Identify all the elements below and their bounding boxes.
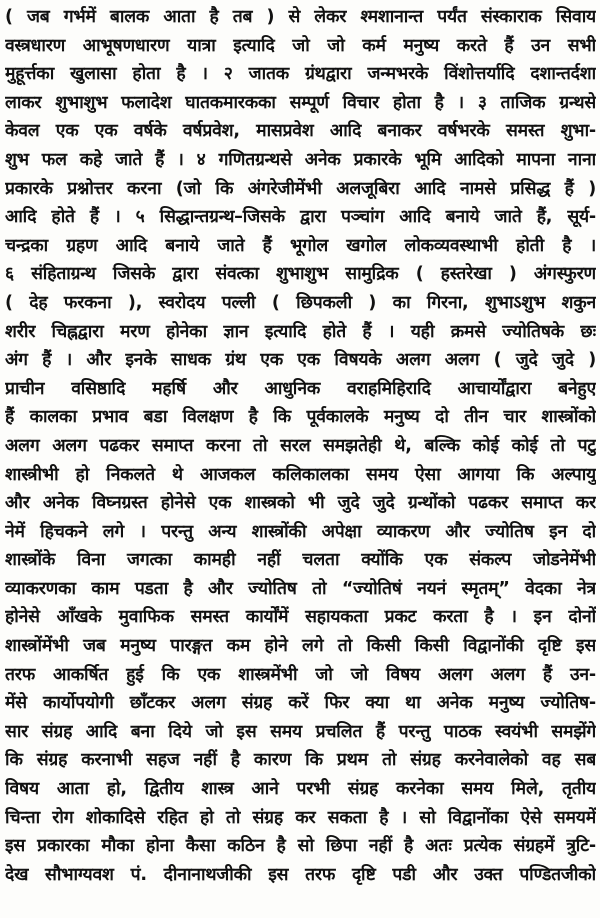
text-line: होनेसे आँखके मुवाफिक समस्त कार्योंमें सहायकता प्रकट करता है । इन दोनों (5, 607, 596, 628)
text-line: इस प्रकारका मौका होना कैसा कठिन है सो छिपा नहीं है अतः प्रत्येक संग्रहमें त्रुटि- (5, 836, 596, 857)
text-line: तरफ आकर्षित हुई कि एक शास्त्रमेंभी जो जो विषय अलग अलग हैं उन- (5, 664, 596, 685)
text-line: केवल एक एक वर्षके वर्षप्रवेश, मासप्रवेश आदि बनाकर वर्षभरके समस्त शुभा- (5, 121, 596, 142)
text-line: ( जब गर्भमें बालक आता है तब ) से लेकर श्मशानान्त पर्यंत संस्काराक सिवाय (5, 7, 596, 27)
text-line: देख सौभाग्यवश पं. दीनानाथजीकी इस तरफ दृष्टि पडी और उक्त पण्डितजीको (5, 864, 596, 885)
text-line: शास्त्रोंमेंभी जब मनुष्य पारङ्गत कम होने लगे तो किसी किसी विद्वानोंकी दृष्टि इस (5, 636, 596, 657)
text-line: मुहूर्त्तका खुलासा होता है । २ जातक ग्रंथद्वारा जन्मभरके विंशोत्तर्यादि दशान्तर्दशा (5, 64, 596, 85)
text-line: ( देह फरकना ), स्वरोदय पल्ली ( छिपकली ) का गिरना, शुभाऽशुभ शकुन (5, 292, 596, 313)
body-text (5, 3, 596, 889)
text-line: व्याकरणका काम पडता है और ज्योतिष तो “ज्योतिषं नयनं स्मृतम्” वेदका नेत्र (5, 578, 596, 599)
text-line: मेंसे कार्योपयोगी छाँटकर अलग संग्रह करें फिर क्या था अनेक मनुष्य ज्योतिष- (5, 693, 596, 714)
text-line: लाकर शुभाशुभ फलादेश घातकमारकका सम्पूर्ण विचार होता है । ३ ताजिक ग्रन्थसे (5, 92, 596, 113)
text-line: चिन्ता रोग शोकादिसे रहित हो तो संग्रह कर सकता है । सो विद्वानोंका ऐसे समयमें (5, 807, 596, 828)
text-line: सार संग्रह आदि बना दिये जो इस समय प्रचलित हैं परन्तु पाठक स्वयंभी समझेंगे (5, 721, 596, 742)
text-line: आदि होते हैं । ५ सिद्धान्तग्रन्थ–जिसके द्वारा पञ्चांग आदि बनाये जाते हैं, सूर्य- (5, 207, 596, 228)
text-line: और अनेक विघ्नग्रस्त होनेसे एक शास्त्रको भी जुदे जुदे ग्रन्थोंको पढकर समाप्त कर (5, 493, 596, 514)
text-line: प्राचीन वसिष्ठादि महर्षि और आधुनिक वराहमिहिरादि आचार्योंद्वारा बनेहुए (5, 378, 596, 399)
text-line: अलग अलग पढकर समाप्त करना तो सरल समझतेही थे, बल्कि कोई कोई तो पटु (5, 435, 596, 456)
text-line: शास्त्रोंके विना जगत्का कामही नहीं चलता क्योंकि एक संकल्प जोडनेमेंभी (5, 550, 596, 571)
text-line: चन्द्रका ग्रहण आदि बनाये जाते हैं भूगोल खगोल लोकव्यवस्थाभी होती है । (5, 235, 596, 256)
text-line: नेमें हिचकने लगे । परन्तु अन्य शास्त्रोंकी अपेक्षा व्याकरण और ज्योतिष इन दो (5, 521, 596, 542)
text-line: प्रकारके प्रश्नोत्तर करना (जो कि अंगरेजीमेंभी अलजूबिरा आदि नामसे प्रसिद्ध हैं ) (5, 178, 596, 199)
text-line: हैं कालका प्रभाव बडा विलक्षण है कि पूर्वकालके मनुष्य दो तीन चार शास्त्रोंको (5, 407, 596, 428)
text-line: शरीर चिह्नद्वारा मरण होनेका ज्ञान इत्यादि होते हैं । यही क्रमसे ज्योतिषके छः (5, 321, 596, 342)
text-line: ६ संहिताग्रन्थ जिसके द्वारा संवत्का शुभाशुभ सामुद्रिक ( हस्तरेखा ) अंगस्फुरण (5, 264, 596, 285)
text-line: अंग हैं । और इनके साधक ग्रंथ एक एक विषयके अलग अलग ( जुदे जुदे ) (5, 350, 596, 371)
text-line: वस्त्रधारण आभूषणधारण यात्रा इत्यादि जो जो कर्म मनुष्य करते हैं उन सभी (5, 35, 596, 56)
text-line: शुभ फल कहे जाते हैं । ४ गणितग्रन्थसे अनेक प्रकारके भूमि आदिको मापना नाना (5, 149, 596, 170)
text-line: विषय आता हो, द्वितीय शास्त्र आने परभी संग्रह करनेका समय मिले, तृतीय (5, 779, 596, 800)
text-line: शास्त्रीभी हो निकलते थे आजकल कलिकालका समय ऐसा आगया कि अल्पायु (5, 464, 596, 485)
text-line: कि संग्रह करनाभी सहज नहीं है कारण कि प्रथम तो संग्रह करनेवालेको वह सब (5, 750, 596, 771)
